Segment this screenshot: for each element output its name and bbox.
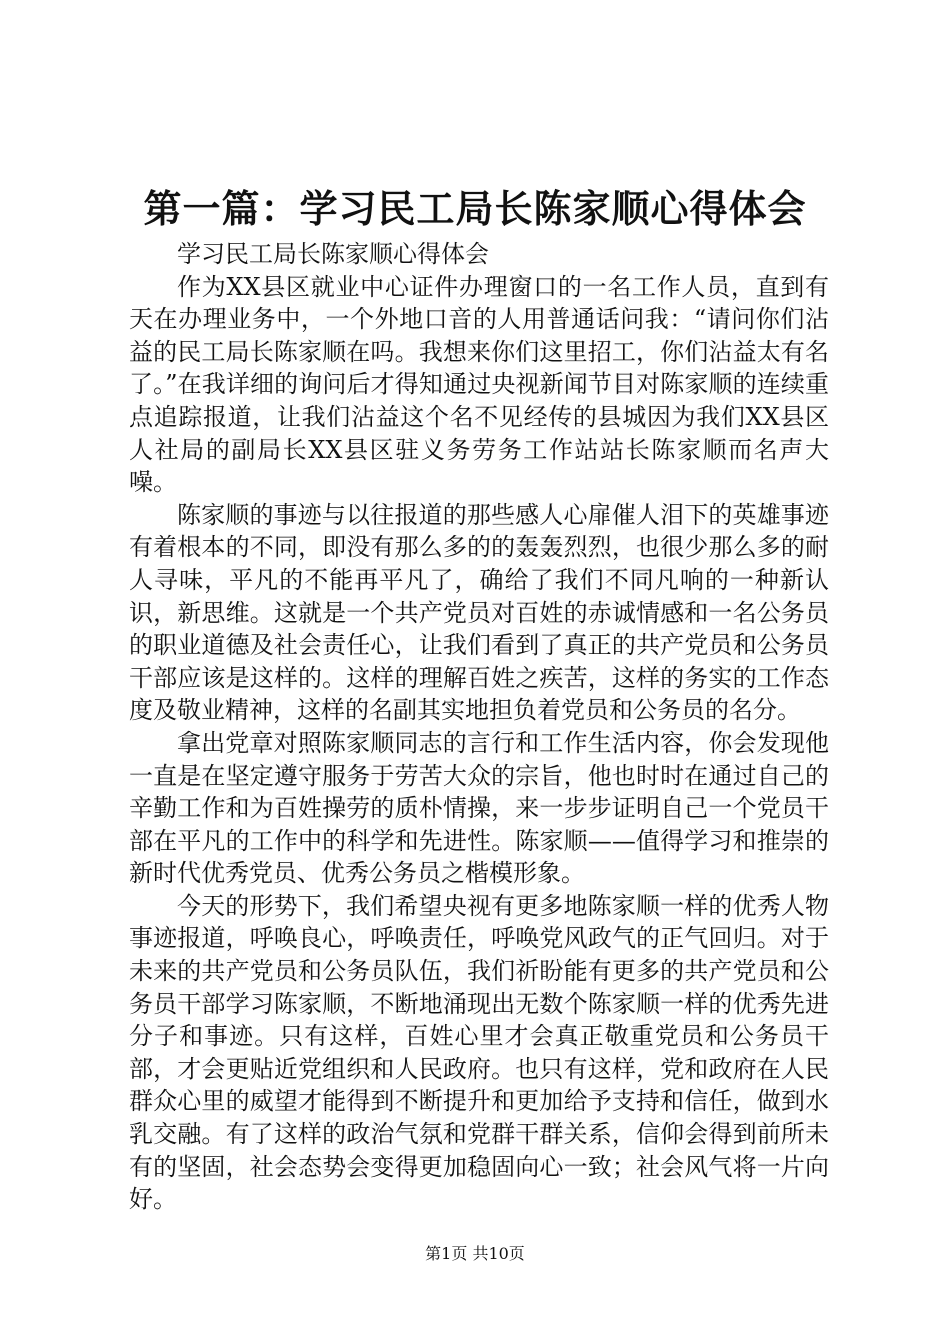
page-number-footer: 第1页 共10页 [425,1244,525,1263]
document-title: 第一篇：学习民工局长陈家顺心得体会 [143,187,807,231]
document-body [129,238,829,1216]
paragraph-2: 陈家顺的事迹与以往报道的那些感人心扉催人泪下的英雄事迹有着根本的不同，即没有那么多的的轰轰烈烈，也很少那么多的耐人寻味，平凡的不能再平凡了，确给了我们不同凡响的一种新认识，新思维。这就是一个共产党员对百姓的赤诚情感和一名公务员的职业道德及社会责任心，让我们看到了真正的共产党员和公务员干部应该是这样的。这样的理解百姓之疾苦，这样的务实的工作态度及敬业精神，这样的名副其实地担负着党员和公务员的名分。 [129,500,829,725]
paragraph-1: 作为XX县区就业中心证件办理窗口的一名工作人员，直到有天在办理业务中，一个外地口音的人用普通话问我：“请问你们沾益的民工局长陈家顺在吗。我想来你们这里招工，你们沾益太有名了。”在我详细的询问后才得知通过央视新闻节目对陈家顺的连续重点追踪报道，让我们沾益这个名不见经传的县城因为我们XX县区人社局的副局长XX县区驻义务劳务工作站站长陈家顺而名声大噪。 [129,272,829,497]
paragraph-3: 拿出党章对照陈家顺同志的言行和工作生活内容，你会发现他一直是在坚定遵守服务于劳苦大众的宗旨，他也时时在通过自己的辛勤工作和为百姓操劳的质朴情操，来一步步证明自己一个党员干部在平凡的工作中的科学和先进性。陈家顺——值得学习和推崇的新时代优秀党员、优秀公务员之楷模形象。 [129,728,829,888]
paragraph-4: 今天的形势下，我们希望央视有更多地陈家顺一样的优秀人物事迹报道，呼唤良心，呼唤责任，呼唤党风政气的正气回归。对于未来的共产党员和公务员队伍，我们祈盼能有更多的共产党员和公务员干部学习陈家顺，不断地涌现出无数个陈家顺一样的优秀先进分子和事迹。只有这样，百姓心里才会真正敬重党员和公务员干部，才会更贴近党组织和人民政府。也只有这样，党和政府在人民群众心里的威望才能得到不断提升和更加给予支持和信任，做到水乳交融。有了这样的政治气氛和党群干群关系，信仰会得到前所未有的坚固，社会态势会变得更加稳固向心一致；社会风气将一片向好。 [129,891,829,1214]
document-subtitle: 学习民工局长陈家顺心得体会 [177,240,489,268]
